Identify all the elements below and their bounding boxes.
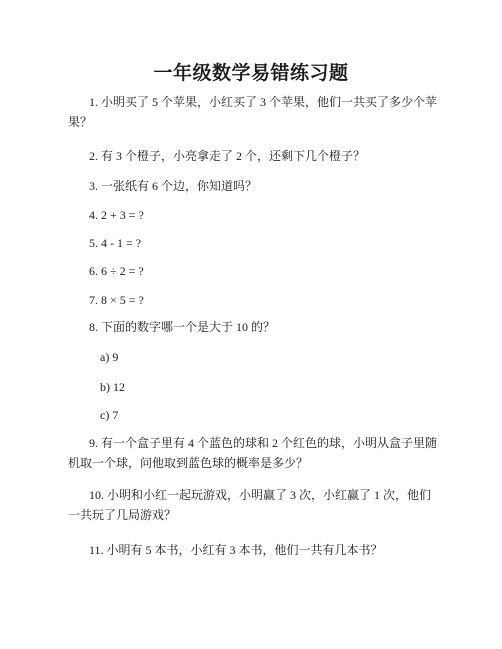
question-11: 11. 小明有 5 本书，小红有 3 本书，他们一共有几本书？ [89, 543, 383, 557]
question-1: 1. 小明买了 5 个苹果，小红买了 3 个苹果，他们一共买了多少个苹果？ [68, 95, 438, 129]
question-4: 4. 2 + 3 = ? [89, 208, 144, 222]
q8-option-c: c) 7 [100, 408, 119, 422]
page-title: 一年级数学易错练习题 [153, 63, 349, 84]
question-8: 8. 下面的数字哪一个是大于 10 的？ [89, 320, 276, 334]
question-7: 7. 8 × 5 = ? [89, 293, 144, 307]
question-10: 10. 小明和小红一起玩游戏，小明赢了 3 次，小红赢了 1 次，他们一共玩了几局游戏？ [68, 488, 432, 522]
question-5: 5. 4 - 1 = ? [89, 236, 142, 250]
question-9: 9. 有一个盒子里有 4 个蓝色的球和 2 个红色的球，小明从盒子里随机取一个球，问他取到蓝色球的概率是多少？ [68, 436, 438, 470]
question-2: 2. 有 3 个橙子，小亮拿走了 2 个，还剩下几个橙子？ [89, 149, 366, 163]
question-6: 6. 6 ÷ 2 = ? [89, 264, 144, 278]
q8-option-a: a) 9 [100, 350, 119, 364]
q8-option-b: b) 12 [100, 380, 125, 394]
question-3: 3. 一张纸有 6 个边，你知道吗？ [89, 179, 258, 193]
